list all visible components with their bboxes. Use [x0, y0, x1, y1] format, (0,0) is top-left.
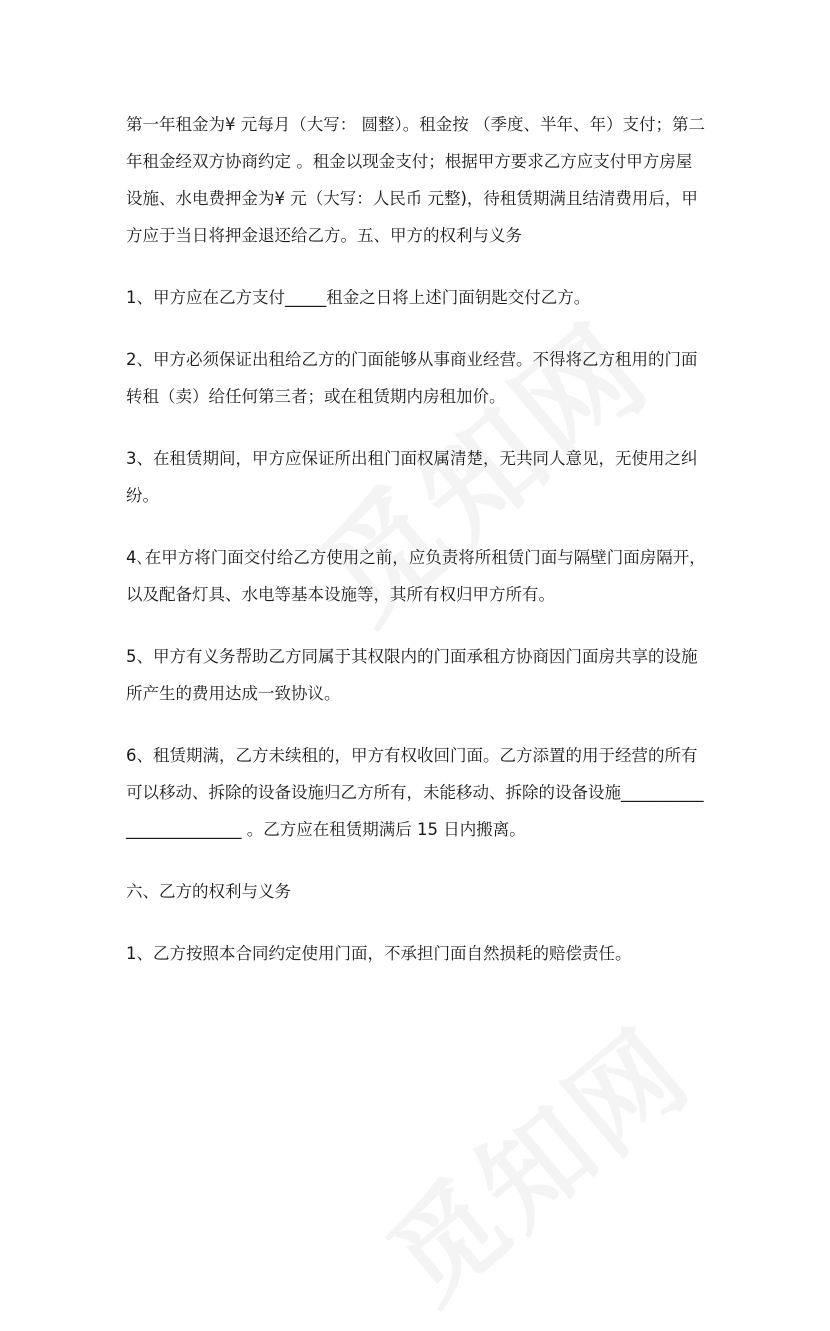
paragraph-item: 5、甲方有义务帮助乙方同属于其权限内的门面承租方协商因门面房共享的设施所产生的费用达成一致协议。: [126, 647, 698, 703]
paragraph-item: 1、甲方应在乙方支付_____租金之日将上述门面钥匙交付乙方。: [126, 288, 591, 307]
document-body: [126, 106, 706, 997]
paragraph-item: 2、甲方必须保证出租给乙方的门面能够从事商业经营。不得将乙方租用的门面转租（卖）给任何第三者；或在租赁期内房租加价。: [126, 350, 698, 406]
paragraph-item: 6、租赁期满，乙方未续租的，甲方有权收回门面。乙方添置的用于经营的所有可以移动、拆除的设备设施归乙方所有，未能移动、拆除的设备设施________________________ 。乙方应在租赁期满后 15 日内搬离。: [126, 746, 704, 839]
paragraph-rent-terms: 第一年租金为¥ 元每月（大写： 圆整）。租金按 （季度、半年、年）支付；第二年租金经双方协商约定 。租金以现金支付；根据甲方要求乙方应支付甲方房屋设施、水电费押金为¥ 元（大写：人民币 元整)，待租赁期满且结清费用后，甲方应于当日将押金退还给乙方。五、甲方的权利与义务: [126, 115, 705, 245]
section-heading: 六、乙方的权利与义务: [126, 882, 291, 901]
paragraph-item: 1、乙方按照本合同约定使用门面，不承担门面自然损耗的赔偿责任。: [126, 944, 632, 963]
paragraph-item: 4､在甲方将门面交付给乙方使用之前，应负责将所租赁门面与隔壁门面房隔开，以及配备灯具、水电等基本设施等，其所有权归甲方所有。: [126, 548, 706, 604]
watermark: [350, 987, 718, 1331]
paragraph-item: 3、在租赁期间，甲方应保证所出租门面权属清楚，无共同人意见，无使用之纠纷。: [126, 449, 698, 505]
